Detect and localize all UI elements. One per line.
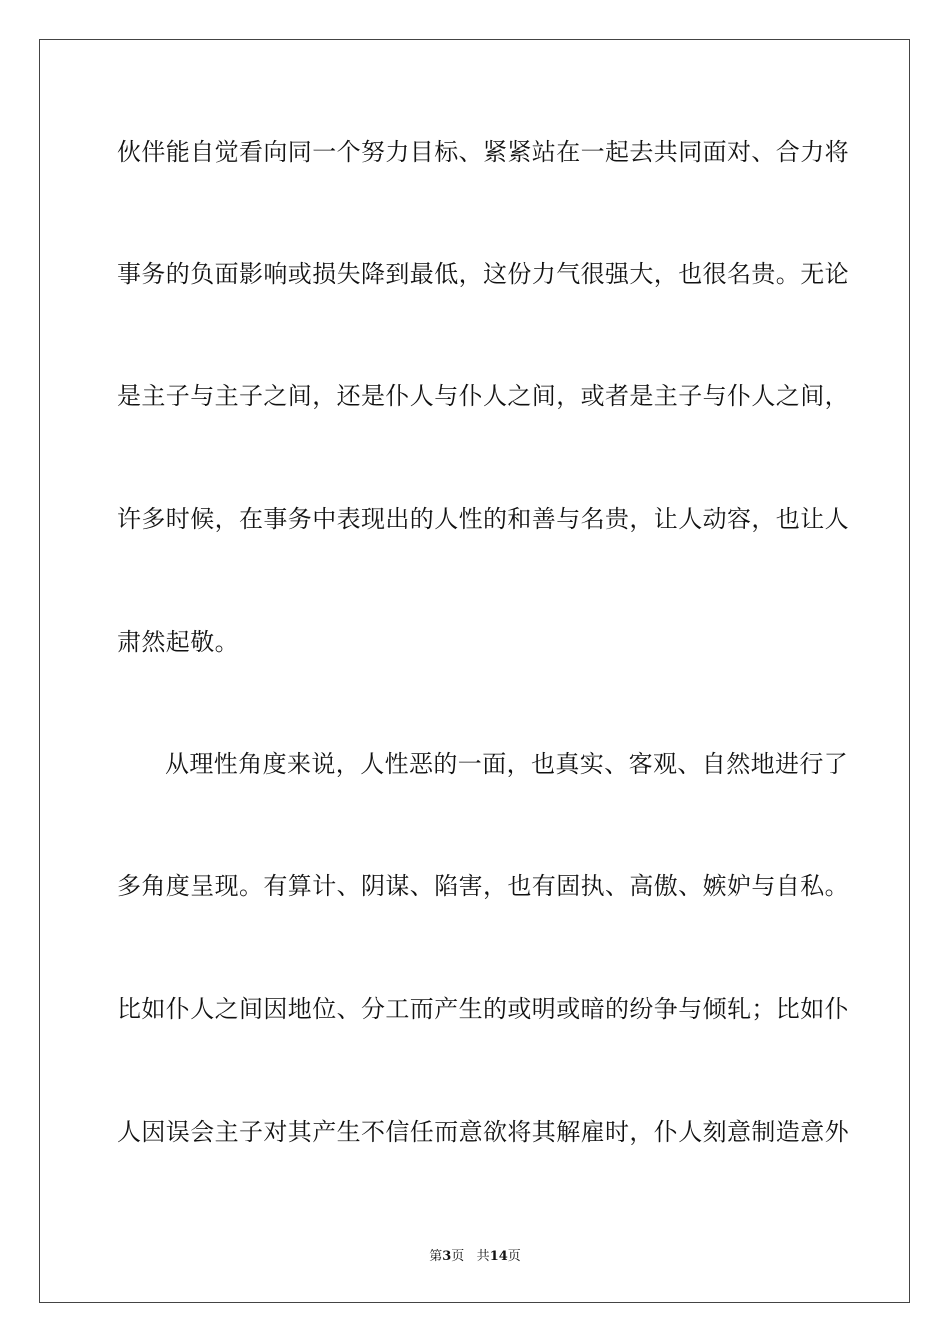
text-line-9: 人因误会主子对其产生不信任而意欲将其解雇时，仆人刻意制造意外 xyxy=(117,1118,849,1146)
page-number: 3 xyxy=(442,1249,452,1264)
total-prefix: 共 xyxy=(476,1249,490,1264)
text-line-8: 比如仆人之间因地位、分工而产生的或明或暗的纷争与倾轧；比如仆 xyxy=(117,995,849,1023)
page-border xyxy=(39,39,910,1303)
page-footer xyxy=(0,1248,950,1266)
total-pages: 14 xyxy=(489,1249,508,1264)
total-suffix: 页 xyxy=(507,1249,521,1264)
text-line-7: 多角度呈现。有算计、阴谋、陷害，也有固执、高傲、嫉妒与自私。 xyxy=(117,872,849,900)
page-suffix: 页 xyxy=(451,1249,465,1264)
page-prefix: 第 xyxy=(429,1249,443,1264)
text-line-3: 是主子与主子之间，还是仆人与仆人之间，或者是主子与仆人之间， xyxy=(117,382,849,410)
text-line-1: 伙伴能自觉看向同一个努力目标、紧紧站在一起去共同面对、合力将 xyxy=(117,138,849,166)
text-line-6: 从理性角度来说，人性恶的一面，也真实、客观、自然地进行了 xyxy=(165,750,849,778)
text-line-5: 肃然起敬。 xyxy=(117,628,239,656)
text-line-2: 事务的负面影响或损失降到最低，这份力气很强大，也很名贵。无论 xyxy=(117,260,849,288)
text-line-4: 许多时候，在事务中表现出的人性的和善与名贵，让人动容，也让人 xyxy=(117,505,849,533)
